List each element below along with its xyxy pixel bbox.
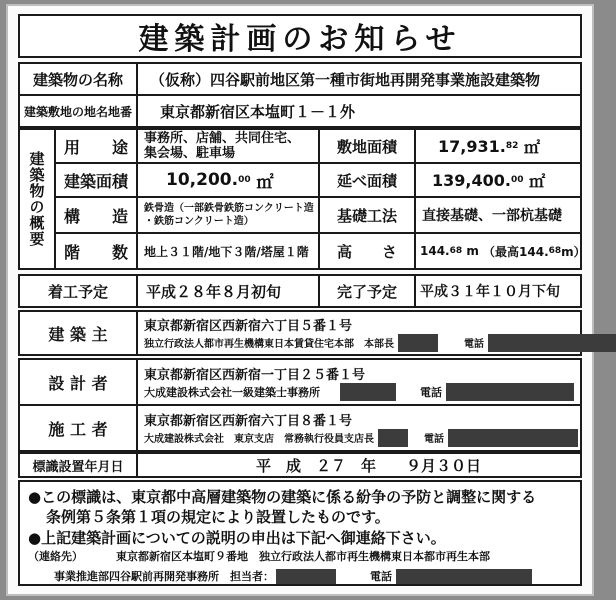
- site-address-value: 東京都新宿区本塩町１－１外: [136, 94, 582, 128]
- site-area-label: 敷地面積: [318, 128, 416, 164]
- building-area-unit: ㎡: [256, 172, 274, 193]
- designer-tel-label: 電話: [420, 385, 442, 399]
- building-area-int: 10,200.: [166, 170, 239, 190]
- designer-org: 大成建設株式会社一級建築士事務所: [144, 385, 320, 399]
- notice-title: 建築計画のお知らせ: [18, 14, 582, 58]
- contractor-tel-label: 電話: [424, 434, 444, 445]
- height-max-prefix: （最高144.: [483, 244, 549, 259]
- designer-tel-redaction: [446, 383, 574, 401]
- foundation-label: 基礎工法: [318, 196, 416, 234]
- contact-label: （連絡先）: [28, 550, 83, 563]
- site-area-value: [414, 128, 582, 164]
- designer-detail-line: [144, 383, 574, 401]
- use-value: [136, 128, 320, 164]
- site-area-int: 17,931.: [438, 136, 506, 156]
- contractor-name-redaction: [378, 429, 408, 447]
- building-area-label: 建築面積: [54, 162, 138, 198]
- height-int: 144.: [420, 244, 450, 258]
- note-line2: 条例第５条第１項の規定により設置したものです。: [46, 508, 390, 526]
- notice-board: [6, 4, 594, 596]
- site-area-dec: 82: [505, 141, 519, 151]
- floor-area-int: 139,400.: [432, 170, 511, 190]
- owner-address: 東京都新宿区西新宿六丁目５番１号: [144, 318, 353, 334]
- contractor-detail-line: [144, 429, 578, 447]
- floors-label: 階 数: [54, 232, 138, 270]
- owner-name-redaction: [398, 334, 438, 352]
- contact-person-label: 事業推進部四谷駅前再開発事務所 担当者：: [54, 570, 274, 583]
- structure-value: [136, 196, 320, 234]
- contractor-label: 施 工 者: [18, 404, 138, 452]
- height-max-suffix: m）: [561, 244, 586, 259]
- height-unit: m: [466, 244, 479, 258]
- contractor-org: 大成建設株式会社 東京支店 常務執行役員支店長: [144, 434, 374, 445]
- floor-area-dec: 00: [510, 175, 524, 185]
- floor-area-value: [414, 162, 582, 198]
- contractor-value: [136, 404, 582, 452]
- contact-line1: 東京都新宿区本塩町９番地 独立行政法人都市再生機構東日本都市再生本部: [116, 550, 490, 563]
- building-name-label: 建築物の名称: [18, 62, 138, 96]
- owner-tel-redaction: [488, 334, 616, 352]
- overview-group-label: 建築物の概要: [18, 128, 56, 270]
- floors-value: 地上３１階/地下３階/塔屋１階: [136, 232, 320, 270]
- end-value: 平成３１年１０月下旬: [414, 274, 582, 308]
- building-area-dec: 00: [238, 175, 251, 185]
- contact-person-redaction: [276, 569, 336, 584]
- use-value-line2: 集会場、駐車場: [144, 146, 236, 161]
- contact-tel-redaction: [396, 569, 532, 584]
- owner-org: 独立行政法人都市再生機構東日本賃貸住宅本部 本部長: [144, 339, 394, 350]
- use-value-line1: 事務所、店舗、共同住宅、: [144, 131, 301, 146]
- start-value: 平成２８年８月初旬: [136, 274, 320, 308]
- building-area-value: [136, 162, 320, 198]
- site-address-label: 建築敷地の地名地番: [18, 94, 138, 128]
- start-label: 着工予定: [18, 274, 138, 308]
- use-label: 用 途: [54, 128, 138, 164]
- designer-name-redaction: [340, 383, 396, 401]
- posted-value: 平 成 ２７ 年 ９月３０日: [136, 452, 582, 478]
- end-label: 完了予定: [318, 274, 416, 308]
- structure-label: 構 造: [54, 196, 138, 234]
- floor-area-label: 延べ面積: [318, 162, 416, 198]
- contractor-address: 東京都新宿区西新宿六丁目８番１号: [144, 413, 353, 429]
- designer-label: 設 計 者: [18, 358, 138, 406]
- foundation-value: 直接基礎、一部杭基礎: [414, 196, 582, 234]
- designer-address: 東京都新宿区西新宿一丁目２５番１号: [144, 367, 366, 383]
- designer-value: [136, 358, 582, 406]
- owner-value: [136, 310, 582, 356]
- contact-tel-label: 電話: [370, 570, 392, 583]
- owner-label: 建 築 主: [18, 310, 138, 356]
- posted-label: 標識設置年月日: [18, 452, 138, 478]
- contact-line2: [54, 568, 532, 584]
- floor-area-unit: ㎡: [529, 171, 546, 191]
- structure-value-line2: ・鉄筋コンクリート造）: [144, 216, 254, 227]
- contractor-tel-redaction: [448, 429, 578, 447]
- note-line1: ●この標識は、東京都中高層建築物の建築に係る紛争の予防と調整に関する: [28, 488, 537, 506]
- owner-tel-label: 電話: [464, 339, 484, 350]
- height-dec: 68: [449, 246, 463, 256]
- height-max-dec: 68: [548, 246, 562, 256]
- height-value: [414, 232, 586, 270]
- note-line3: ●上記建築計画についての説明の申出は下記へ御連絡下さい。: [28, 529, 446, 547]
- structure-value-line1: 鉄骨造（一部鉄骨鉄筋コンクリート造: [144, 203, 314, 214]
- height-label: 高 さ: [318, 232, 416, 270]
- building-name-value: （仮称）四谷駅前地区第一種市街地再開発事業施設建築物: [136, 62, 582, 96]
- site-area-unit: ㎡: [523, 137, 540, 157]
- owner-detail-line: [144, 334, 616, 352]
